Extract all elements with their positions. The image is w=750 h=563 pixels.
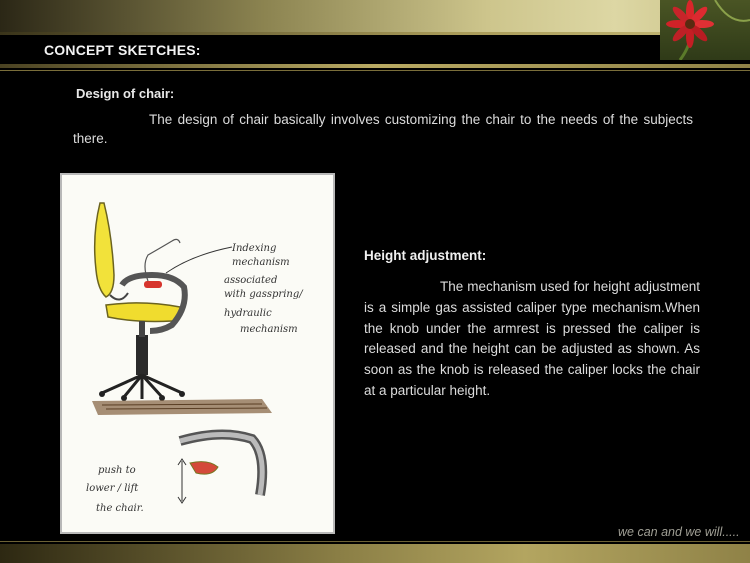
- bottom-banner: [0, 544, 750, 563]
- title-divider: [0, 64, 750, 68]
- page-title: CONCEPT SKETCHES:: [44, 42, 201, 58]
- sketch-note-line: lower / lift: [86, 483, 139, 494]
- sketch-note-line: push to: [98, 465, 136, 476]
- height-paragraph: The mechanism used for height adjustment is a simple gas assisted caliper type mechanism.When the knob under the armrest is pressed the caliper is released and the height can be adjusted as shown. As soon as the knob is released the caliper locks the chair at a particular height.: [364, 279, 700, 398]
- top-divider: [0, 32, 750, 35]
- svg-text:hydraulic: [224, 308, 272, 319]
- sketch-note-line: with gasspring/: [224, 289, 303, 300]
- design-heading: Design of chair:: [76, 86, 175, 101]
- svg-text:mechanism: [232, 257, 290, 268]
- svg-text:the chair.: [96, 503, 144, 514]
- svg-text:lower / lift: [86, 483, 139, 494]
- top-banner: [0, 0, 750, 32]
- svg-text:Indexing: [231, 243, 276, 254]
- title-divider-thin: [0, 70, 750, 71]
- sketch-note-line: mechanism: [232, 257, 290, 268]
- svg-text:mechanism: [240, 324, 298, 335]
- svg-text:push to: [98, 465, 136, 476]
- sketch-note-line: the chair.: [96, 503, 144, 514]
- sketch-note-line: mechanism: [240, 324, 298, 335]
- sketch-note-line: associated: [224, 275, 278, 286]
- design-paragraph: The design of chair basically involves customizing the chair to the needs of the subjects there.: [73, 112, 693, 146]
- footer-tagline: we can and we will.....: [618, 525, 740, 539]
- svg-text:associated: [224, 275, 277, 286]
- sketch-note-line: hydraulic: [224, 308, 272, 319]
- sketch-note-line: Indexing: [232, 243, 277, 254]
- chair-sketch: [60, 173, 335, 534]
- svg-text:with gasspring/: [224, 289, 304, 300]
- height-heading: Height adjustment:: [364, 248, 487, 263]
- flower-photo: [660, 0, 750, 60]
- bottom-divider: [0, 541, 750, 542]
